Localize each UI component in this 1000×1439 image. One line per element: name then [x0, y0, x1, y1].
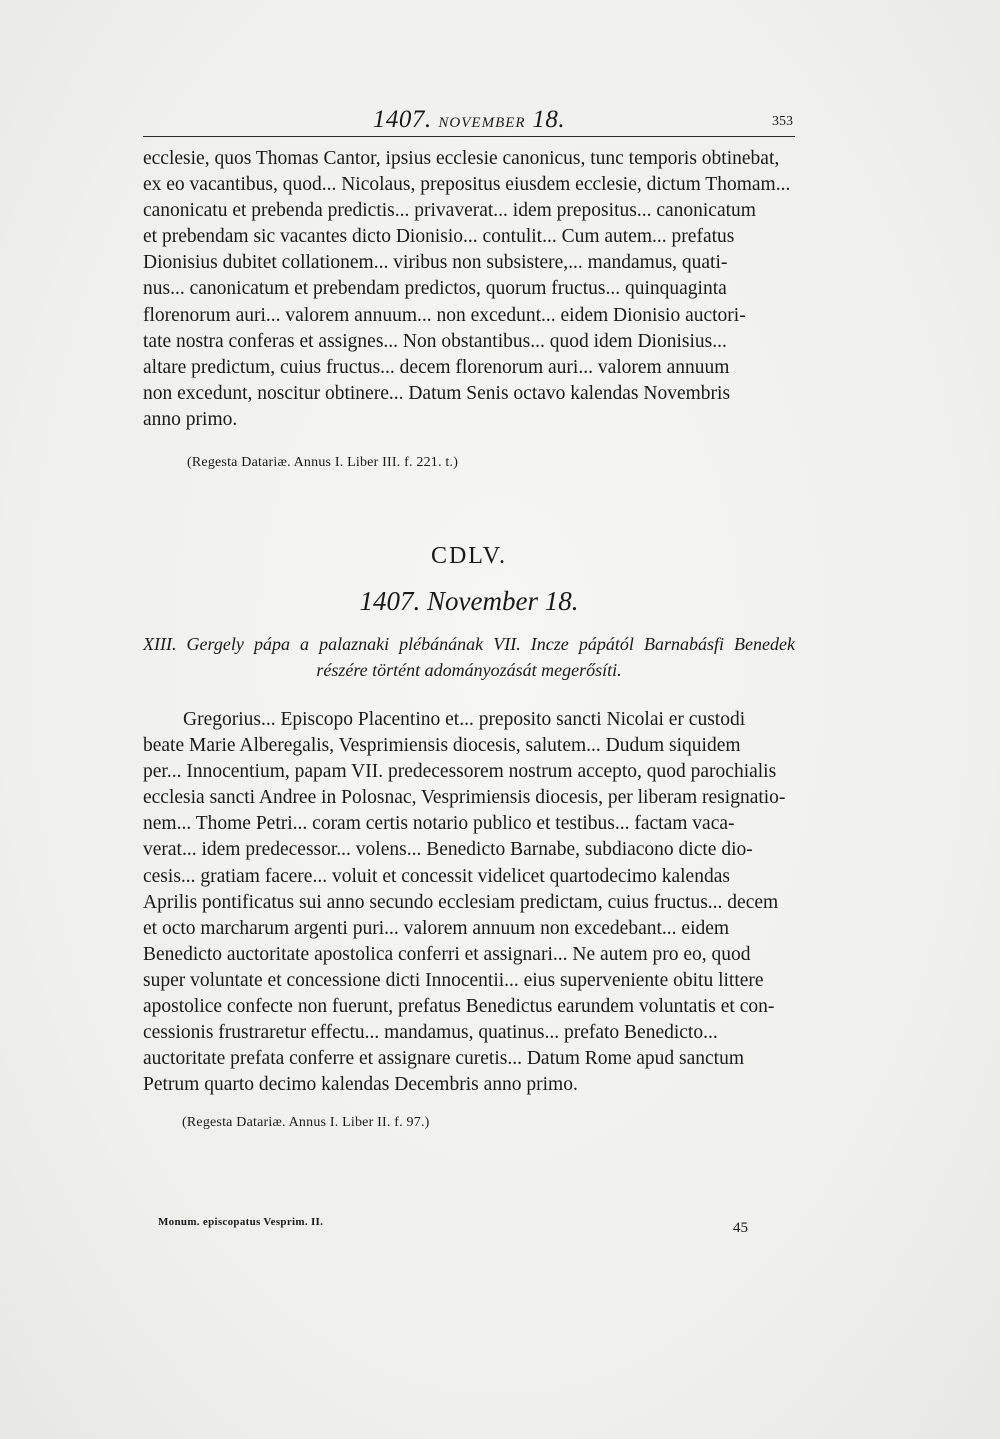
- text-line: Aprilis pontificatus sui anno secundo ecclesiam predictam, cuius fructus... decem: [143, 891, 779, 913]
- text-line: ecclesia sancti Andree in Polosnac, Vesprimiensis diocesis, per liberam resignatio-: [143, 787, 786, 809]
- regest-summary: [143, 631, 795, 683]
- page-number: 353: [772, 114, 793, 129]
- text-line: Benedicto auctoritate apostolica conferri et assignari... Ne autem pro eo, quod: [143, 943, 751, 965]
- document-date: 1407. November 18.: [359, 586, 579, 616]
- running-head: [143, 104, 795, 137]
- head-month: NOVEMBER: [438, 115, 526, 131]
- document-2-text: [143, 707, 795, 1098]
- regest-line: részére történt adományozását megerősíti.: [316, 660, 622, 680]
- text-line: altare predictum, cuius fructus... decem florenorum auri... valorem annuum: [143, 356, 730, 378]
- text-line: canonicatu et prebenda predictis... privaverat... idem prepositus... canonicatum: [143, 200, 756, 222]
- source-citation-2: (Regesta Datariæ. Annus I. Liber II. f. 97.): [182, 1115, 430, 1130]
- text-line: non excedunt, noscitur obtinere... Datum Senis octavo kalendas Novembris: [143, 382, 731, 404]
- source-citation-1: (Regesta Datariæ. Annus I. Liber III. f. 221. t.): [187, 455, 459, 470]
- text-line: Gregorius... Episcopo Placentino et... preposito sancti Nicolai er custodi: [183, 709, 746, 730]
- text-line: beate Marie Alberegalis, Vesprimiensis diocesis, salutem... Dudum siquidem: [143, 735, 741, 757]
- head-day: 18.: [532, 106, 566, 133]
- text-line: verat... idem predecessor... volens... Benedicto Barnabe, subdiacono dicte dio-: [143, 839, 753, 861]
- text-line: Petrum quarto decimo kalendas Decembris anno primo.: [143, 1074, 578, 1096]
- text-line: ecclesie, quos Thomas Cantor, ipsius ecclesie canonicus, tunc temporis obtinebat,: [143, 148, 780, 169]
- text-line: cesis... gratiam facere... voluit et concessit videlicet quartodecimo kalendas: [143, 865, 730, 887]
- head-year: 1407.: [372, 106, 432, 133]
- text-line: super voluntate et concessione dicti Innocentii... eius superveniente obitu littere: [143, 969, 764, 991]
- text-line: et octo marcharum argenti puri... valorem annuum non excedebant... eidem: [143, 917, 730, 939]
- regest-line: XIII. Gergely pápa a palaznaki plébánának VII. Incze pápától Barnabásfi Benedek: [143, 634, 795, 654]
- text-line: auctoritate prefata conferre et assignare curetis... Datum Rome apud sanctum: [143, 1048, 744, 1070]
- footer-signature: Monum. episcopatus Vesprim. II.: [158, 1216, 324, 1228]
- text-line: nem... Thome Petri... coram certis notario publico et testibus... factam vaca-: [143, 813, 735, 835]
- document-1-text: [143, 146, 795, 433]
- text-line: per... Innocentium, papam VII. predecessorem nostrum accepto, quod parochialis: [143, 761, 777, 783]
- text-line: cessionis frustraretur effectu... mandamus, quatinus... prefato Benedicto...: [143, 1022, 718, 1044]
- text-line: tate nostra conferas et assignes... Non obstantibus... quod idem Dionisius...: [143, 330, 727, 352]
- text-line: apostolice confecte non fuerunt, prefatus Benedictus earundem voluntatis et con-: [143, 996, 775, 1018]
- text-line: anno primo.: [143, 408, 238, 430]
- text-line: nus... canonicatum et prebendam predictos, quorum fructus... quinquaginta: [143, 278, 727, 300]
- text-line: et prebendam sic vacantes dicto Dionisio... contulit... Cum autem... prefatus: [143, 226, 735, 248]
- text-line: florenorum auri... valorem annuum... non excedunt... eidem Dionisio auctori-: [143, 304, 746, 326]
- footer-sheet-number: 45: [733, 1220, 748, 1236]
- running-head-title: [143, 106, 795, 134]
- text-line: Dionisius dubitet collationem... viribus non subsistere,... mandamus, quati-: [143, 252, 728, 274]
- document-number: CDLV.: [430, 543, 508, 569]
- text-line: ex eo vacantibus, quod... Nicolaus, prepositus eiusdem ecclesie, dictum Thomam...: [143, 174, 791, 196]
